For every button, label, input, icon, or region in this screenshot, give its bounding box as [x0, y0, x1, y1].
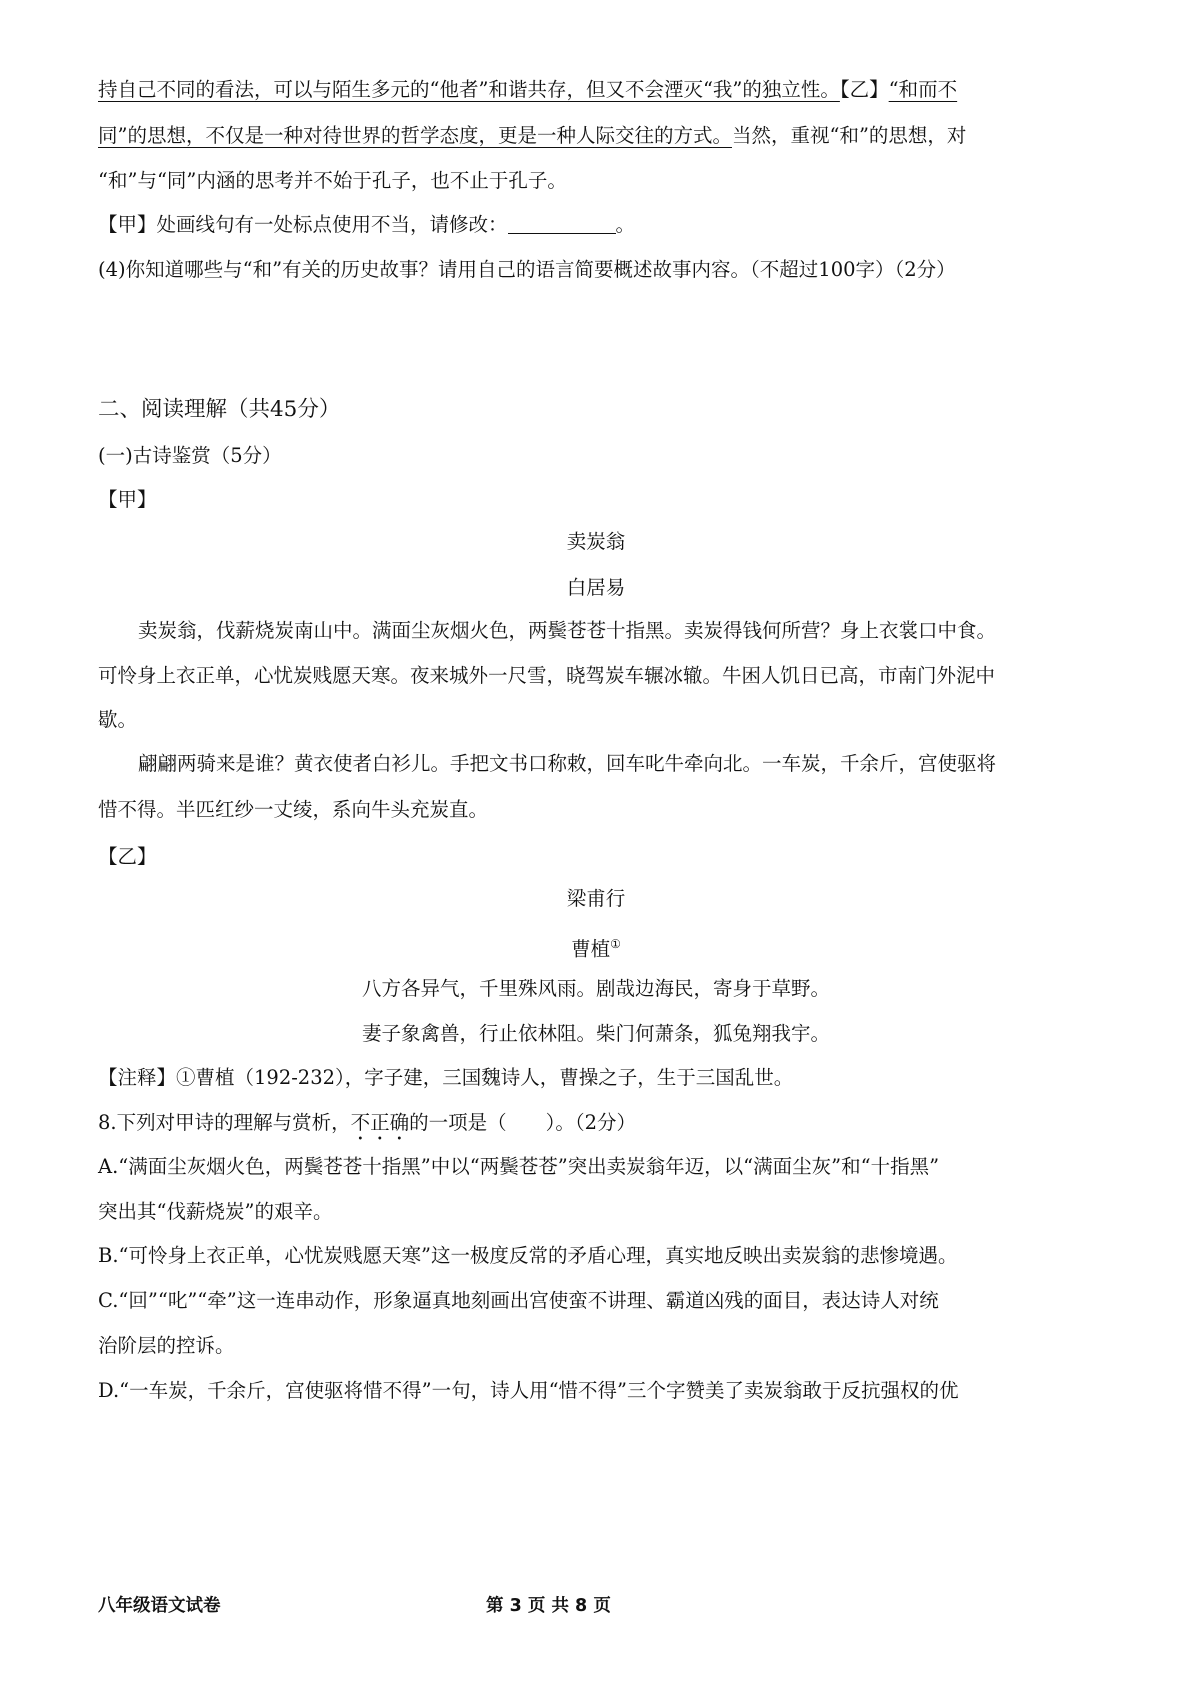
paragraph-line-1	[98, 78, 1094, 102]
option-a-line-2: 突出其“伐薪烧炭”的艰辛。	[98, 1200, 333, 1223]
paragraph-line-2	[98, 124, 1094, 148]
answer-blank[interactable]	[508, 233, 616, 234]
label-yi: 【乙】	[98, 845, 157, 868]
underlined-sentence-b: “和而不	[888, 78, 958, 101]
subsection-title: (一)古诗鉴赏（5分）	[98, 444, 282, 467]
poem1-author: 白居易	[566, 576, 626, 599]
underlined-sentence-a: 持自己不同的看法，可以与陌生多元的“他者”和谐共存，但又不会湮灭“我”的独立性。	[98, 78, 840, 101]
poem1-line-2: 可怜身上衣正单，心忧炭贱愿天寒。夜来城外一尺雪，晓驾炭车辗冰辙。牛困人饥日已高，市南门外泥中	[98, 664, 996, 687]
question-8-text: 8.下列对甲诗的理解与赏析，	[98, 1111, 351, 1134]
option-a-line-1: A.“满面尘灰烟火色，两鬓苍苍十指黑”中以“两鬓苍苍”突出卖炭翁年迈，以“满面尘灰”和“十指黑”	[98, 1155, 940, 1178]
question-jia-text: 【甲】处画线句有一处标点使用不当，请修改：	[98, 213, 508, 236]
footer-page-number: 第 3 页 共 8 页	[486, 1596, 611, 1616]
question-8	[98, 1111, 1094, 1145]
poem1-line-1: 卖炭翁，伐薪烧炭南山中。满面尘灰烟火色，两鬓苍苍十指黑。卖炭得钱何所营？身上衣裳口中食。	[138, 619, 997, 642]
footer-exam-name: 八年级语文试卷	[98, 1596, 221, 1616]
poem2-author	[98, 932, 1094, 962]
annotation: 【注释】①曹植（192-232），字子建，三国魏诗人，曹操之子，生于三国乱世。	[98, 1066, 794, 1089]
poem1-title: 卖炭翁	[566, 530, 626, 553]
emphasis-dotted: 不正确	[350, 1111, 410, 1134]
label-jia: 【甲】	[98, 488, 157, 511]
poem1-line-5: 惜不得。半匹红纱一丈绫，系向牛头充炭直。	[98, 798, 489, 821]
underlined-sentence-c: 同”的思想，不仅是一种对待世界的哲学态度，更是一种人际交往的方式。	[98, 124, 732, 147]
option-d-line-1: D.“一车炭，千余斤，宫使驱将惜不得”一句，诗人用“惜不得”三个字赞美了卖炭翁敢于反抗强权的优	[98, 1379, 959, 1402]
section-title: 二、阅读理解（共45分）	[98, 397, 341, 422]
option-c-line-1: C.“回”“叱”“牵”这一连串动作，形象逼真地刻画出宫使蛮不讲理、霸道凶残的面目，表达诗人对统	[98, 1289, 939, 1312]
poem2-line-2: 妻子象禽兽，行止依林阻。柴门何萧条，狐兔翔我宇。	[361, 1022, 830, 1045]
question-4: (4)你知道哪些与“和”有关的历史故事？请用自己的语言简要概述故事内容。（不超过100字）（2分）	[98, 258, 956, 281]
poem1-line-4: 翩翩两骑来是谁？黄衣使者白衫儿。手把文书口称敕，回车叱牛牵向北。一车炭，千余斤，宫使驱将	[138, 752, 997, 775]
paragraph-text: 当然，重视“和”的思想，对	[731, 124, 967, 147]
poem2-title: 梁甫行	[566, 887, 626, 910]
poem1-line-3: 歇。	[98, 708, 138, 731]
question-jia-end: 。	[615, 213, 636, 236]
footnote-marker: ①	[610, 937, 621, 951]
question-8-text-end: 的一项是（ ）。（2分）	[409, 1111, 637, 1134]
option-b: B.“可怜身上衣正单，心忧炭贱愿天寒”这一极度反常的矛盾心理，真实地反映出卖炭翁的悲惨境遇。	[98, 1244, 958, 1267]
paragraph-line-3: “和”与“同”内涵的思考并不始于孔子，也不止于孔子。	[98, 169, 567, 192]
poem2-author-name: 曹植	[571, 937, 611, 961]
mark-yi: 【乙】	[839, 78, 889, 101]
question-jia	[98, 213, 1094, 237]
option-c-line-2: 治阶层的控诉。	[98, 1334, 235, 1357]
poem2-line-1: 八方各异气，千里殊风雨。剧哉边海民，寄身于草野。	[361, 977, 830, 1000]
